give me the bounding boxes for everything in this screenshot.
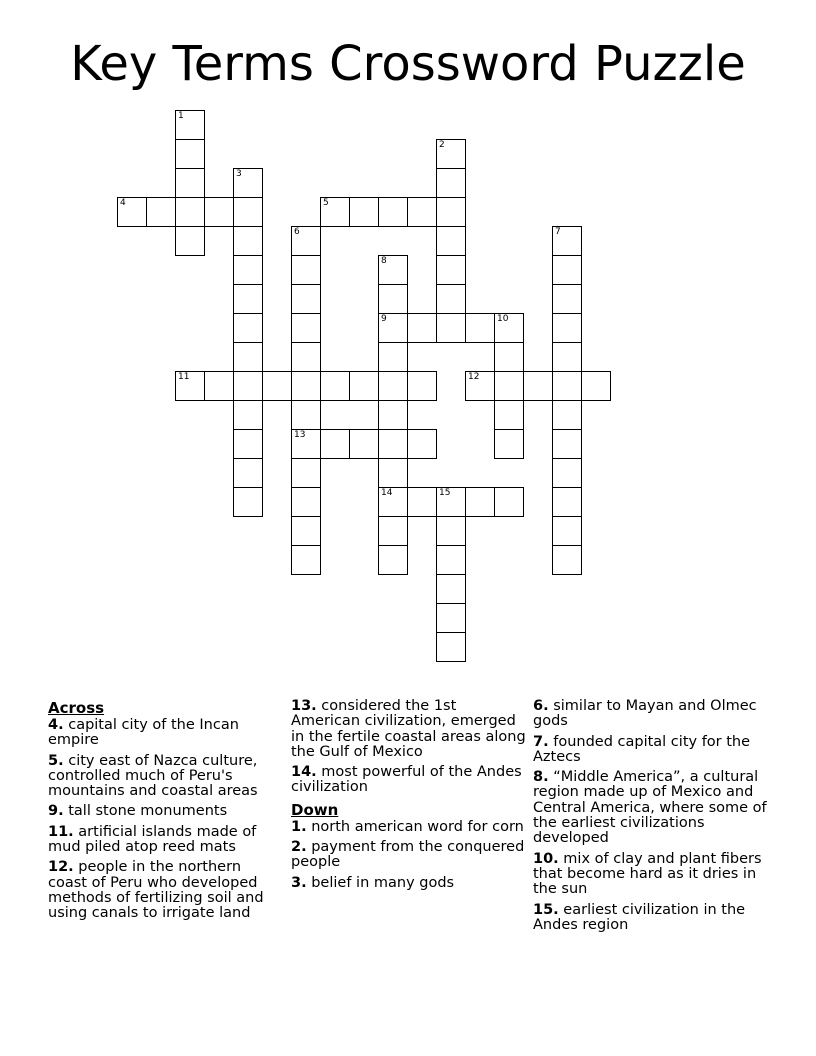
clue-number: 11: [178, 372, 190, 382]
grid-cell[interactable]: [233, 400, 263, 430]
grid-cell[interactable]: [233, 371, 263, 401]
grid-cell[interactable]: [233, 313, 263, 343]
clue-text: payment from the conquered people: [291, 839, 525, 871]
clue-text: people in the northern coast of Peru who developed methods of fertilizing soil and using canals to irrigate land: [48, 859, 264, 922]
grid-cell[interactable]: [291, 371, 321, 401]
grid-cell[interactable]: [291, 313, 321, 343]
grid-cell[interactable]: [436, 197, 466, 227]
grid-cell[interactable]: [349, 371, 379, 401]
clue-item: [48, 754, 284, 800]
grid-cell[interactable]: [320, 429, 350, 459]
grid-cell[interactable]: [291, 487, 321, 517]
grid-cell[interactable]: [378, 197, 408, 227]
clue-number-label: 4.: [48, 717, 64, 733]
grid-cell[interactable]: [407, 487, 437, 517]
grid-cell[interactable]: [494, 313, 524, 343]
grid-cell[interactable]: [291, 516, 321, 546]
grid-cell[interactable]: [291, 458, 321, 488]
grid-cell[interactable]: [436, 487, 466, 517]
grid-cell[interactable]: [175, 226, 205, 256]
across-heading: Across: [48, 699, 105, 717]
grid-cell[interactable]: [552, 226, 582, 256]
clue-number: 15: [439, 488, 451, 498]
clue-number-label: 11.: [48, 823, 74, 840]
grid-cell[interactable]: [233, 342, 263, 372]
clue-text: “Middle America”, a cultural region made up of Mexico and Central America, where some of the earliest civilizations developed: [533, 769, 767, 847]
clue-number-label: 6.: [533, 698, 549, 714]
grid-cell[interactable]: [378, 371, 408, 401]
grid-cell[interactable]: [407, 429, 437, 459]
grid-cell[interactable]: [204, 371, 234, 401]
grid-cell[interactable]: [378, 342, 408, 372]
clue-text: belief in many gods: [311, 874, 455, 891]
clue-text: mix of clay and plant fibers that become hard as it dries in the sun: [533, 850, 762, 898]
grid-cell[interactable]: [175, 110, 205, 140]
grid-cell[interactable]: [407, 313, 437, 343]
grid-cell[interactable]: [233, 284, 263, 314]
grid-cell[interactable]: [552, 545, 582, 575]
grid-cell[interactable]: [465, 371, 495, 401]
clue-number-label: 9.: [48, 803, 64, 820]
grid-cell[interactable]: [291, 226, 321, 256]
grid-cell[interactable]: [291, 342, 321, 372]
clue-number: 13: [294, 430, 306, 440]
grid-cell[interactable]: [552, 487, 582, 517]
clue-number-label: 3.: [291, 874, 307, 891]
clue-item: [291, 699, 527, 760]
grid-cell[interactable]: [378, 458, 408, 488]
grid-cell[interactable]: [407, 197, 437, 227]
grid-cell[interactable]: [233, 429, 263, 459]
clue-number: 3: [236, 169, 242, 179]
grid-cell[interactable]: [291, 255, 321, 285]
clue-item: [533, 852, 769, 898]
grid-cell[interactable]: [436, 574, 466, 604]
grid-cell[interactable]: [349, 197, 379, 227]
clue-number: 5: [323, 198, 329, 208]
clue-text: tall stone monuments: [68, 803, 228, 820]
clue-item: [48, 860, 284, 921]
grid-cell[interactable]: [494, 400, 524, 430]
grid-cell[interactable]: [233, 255, 263, 285]
grid-cell[interactable]: [552, 429, 582, 459]
grid-cell[interactable]: [291, 429, 321, 459]
grid-cell[interactable]: [233, 197, 263, 227]
clue-text: capital city of the Incan empire: [48, 717, 239, 749]
grid-cell[interactable]: [233, 458, 263, 488]
clue-column-1: [48, 699, 284, 927]
grid-cell[interactable]: [291, 284, 321, 314]
grid-cell[interactable]: [291, 545, 321, 575]
grid-cell[interactable]: [494, 371, 524, 401]
grid-cell[interactable]: [552, 516, 582, 546]
clue-text: founded capital city for the Aztecs: [533, 733, 751, 765]
clue-number: 14: [381, 488, 393, 498]
down-heading: Down: [291, 800, 339, 819]
clue-item: [291, 765, 527, 796]
grid-cell[interactable]: [436, 545, 466, 575]
grid-cell[interactable]: [494, 342, 524, 372]
grid-cell[interactable]: [436, 603, 466, 633]
grid-cell[interactable]: [436, 516, 466, 546]
clue-number-label: 8.: [533, 769, 549, 786]
clue-item: [291, 820, 527, 835]
grid-cell[interactable]: [552, 458, 582, 488]
page-title: Key Terms Crossword Puzzle: [70, 36, 746, 92]
grid-cell[interactable]: [378, 284, 408, 314]
clue-text: considered the 1st American civilization, emerged in the fertile coastal areas along the Gulf of Mexico: [291, 698, 526, 760]
grid-cell[interactable]: [436, 139, 466, 169]
grid-cell[interactable]: [436, 284, 466, 314]
grid-cell[interactable]: [233, 226, 263, 256]
clue-item: [533, 903, 769, 934]
grid-cell[interactable]: [146, 197, 176, 227]
grid-cell[interactable]: [175, 168, 205, 198]
clue-number-label: 5.: [48, 752, 64, 769]
grid-cell[interactable]: [436, 313, 466, 343]
grid-cell[interactable]: [204, 197, 234, 227]
grid-cell[interactable]: [320, 197, 350, 227]
grid-cell[interactable]: [378, 313, 408, 343]
grid-cell[interactable]: [262, 371, 292, 401]
grid-cell[interactable]: [494, 429, 524, 459]
grid-cell[interactable]: [436, 226, 466, 256]
clue-column-2: [291, 699, 527, 896]
grid-cell[interactable]: [465, 313, 495, 343]
clue-text: earliest civilization in the Andes region: [533, 901, 746, 933]
grid-cell[interactable]: [175, 197, 205, 227]
clue-item: [48, 804, 284, 819]
clue-number-label: 10.: [533, 850, 559, 867]
grid-cell[interactable]: [378, 487, 408, 517]
clue-number: 4: [120, 198, 126, 208]
clue-number: 12: [468, 372, 480, 382]
grid-cell[interactable]: [552, 342, 582, 372]
grid-cell[interactable]: [233, 168, 263, 198]
clue-column-3: [533, 699, 769, 938]
grid-cell[interactable]: [552, 284, 582, 314]
clue-number-label: 7.: [533, 733, 549, 750]
clue-number: 8: [381, 256, 387, 266]
clue-number: 10: [497, 314, 509, 324]
clue-number: 9: [381, 314, 387, 324]
grid-cell[interactable]: [378, 545, 408, 575]
clue-number-label: 12.: [48, 859, 74, 876]
clue-text: north american word for corn: [311, 818, 524, 835]
clue-number-label: 13.: [291, 698, 317, 714]
clue-number: 1: [178, 111, 184, 121]
clue-item: [48, 825, 284, 856]
grid-cell[interactable]: [349, 429, 379, 459]
grid-cell[interactable]: [552, 371, 582, 401]
grid-cell[interactable]: [233, 487, 263, 517]
grid-cell[interactable]: [552, 313, 582, 343]
clue-item: [291, 876, 527, 891]
grid-cell[interactable]: [465, 487, 495, 517]
clue-number-label: 14.: [291, 764, 317, 781]
grid-cell[interactable]: [581, 371, 611, 401]
clue-item: [533, 699, 769, 730]
clue-item: [48, 718, 284, 749]
grid-cell[interactable]: [378, 516, 408, 546]
grid-cell[interactable]: [552, 255, 582, 285]
clue-number: 2: [439, 140, 445, 150]
clue-text: similar to Mayan and Olmec gods: [533, 698, 757, 730]
clue-number-label: 1.: [291, 818, 307, 835]
grid-cell[interactable]: [407, 371, 437, 401]
clue-text: most powerful of the Andes civilization: [291, 764, 522, 796]
grid-cell[interactable]: [378, 255, 408, 285]
grid-cell[interactable]: [291, 400, 321, 430]
clue-number-label: 15.: [533, 901, 559, 918]
clue-item: [533, 735, 769, 766]
grid-cell[interactable]: [436, 168, 466, 198]
clue-text: city east of Nazca culture, controlled much of Peru's mountains and coastal areas: [48, 752, 258, 800]
grid-cell[interactable]: [378, 400, 408, 430]
grid-cell[interactable]: [175, 139, 205, 169]
grid-cell[interactable]: [320, 371, 350, 401]
clue-item: [291, 840, 527, 871]
clue-text: artificial islands made of mud piled atop reed mats: [48, 823, 257, 856]
grid-cell[interactable]: [436, 255, 466, 285]
grid-cell[interactable]: [378, 429, 408, 459]
grid-cell[interactable]: [494, 487, 524, 517]
clue-number-label: 2.: [291, 839, 307, 856]
clue-item: [533, 770, 769, 846]
grid-cell[interactable]: [523, 371, 553, 401]
grid-cell[interactable]: [117, 197, 147, 227]
clue-number: 7: [555, 227, 561, 237]
grid-cell[interactable]: [436, 632, 466, 662]
clue-number: 6: [294, 227, 300, 237]
grid-cell[interactable]: [175, 371, 205, 401]
grid-cell[interactable]: [552, 400, 582, 430]
